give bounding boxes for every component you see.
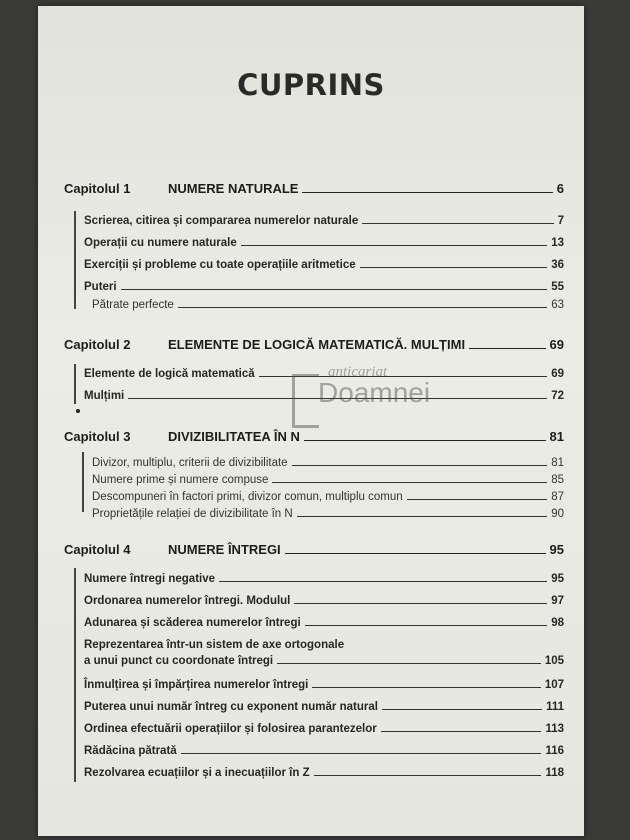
toc-entry bbox=[84, 592, 564, 607]
page-number: 116 bbox=[545, 745, 564, 757]
section-bar bbox=[74, 364, 76, 404]
toc-entry bbox=[84, 720, 564, 735]
leader-line bbox=[305, 625, 548, 626]
toc-entry bbox=[84, 614, 564, 629]
page-number: 69 bbox=[549, 337, 564, 352]
toc-subentry bbox=[92, 471, 564, 486]
chapter-4-heading bbox=[64, 539, 564, 557]
chapter-1-heading bbox=[64, 178, 564, 196]
chapter-3-heading bbox=[64, 426, 564, 444]
section-bar bbox=[74, 211, 76, 309]
leader-line bbox=[285, 553, 546, 554]
leader-line bbox=[121, 289, 548, 290]
toc-entry bbox=[84, 256, 564, 271]
page-number: 95 bbox=[551, 573, 564, 585]
leader-line bbox=[304, 440, 546, 441]
toc-entry bbox=[84, 212, 564, 227]
leader-line bbox=[241, 245, 547, 246]
page-number: 63 bbox=[551, 299, 564, 311]
page-number: 69 bbox=[551, 368, 564, 380]
chapter-label: Capitolul 1 bbox=[64, 181, 131, 196]
leader-line bbox=[469, 348, 545, 349]
chapter-name: DIVIZIBILITATEA ÎN N bbox=[168, 429, 300, 444]
watermark-logo bbox=[292, 364, 442, 428]
entry-title: Numere prime și numere compuse bbox=[92, 474, 269, 486]
chapter-name: ELEMENTE DE LOGICĂ MATEMATICĂ. MULȚIMI bbox=[168, 337, 466, 352]
entry-title: Proprietățile relației de divizibilitate în N bbox=[92, 508, 293, 520]
toc-subentry bbox=[92, 505, 564, 520]
page-number: 36 bbox=[551, 259, 564, 271]
page-number: 97 bbox=[551, 595, 564, 607]
entry-title: Reprezentarea într-un sistem de axe ortogonale bbox=[84, 639, 345, 651]
toc-entry bbox=[84, 698, 564, 713]
leader-line bbox=[292, 465, 548, 466]
leader-line bbox=[312, 687, 541, 688]
page-number: 7 bbox=[557, 215, 564, 227]
page-title: CUPRINS bbox=[237, 68, 385, 102]
leader-line bbox=[407, 499, 548, 500]
entry-title: Descompuneri în factori primi, divizor comun, multiplu comun bbox=[92, 491, 403, 503]
toc-entry-line1 bbox=[84, 636, 564, 651]
entry-title: Rădăcina pătrată bbox=[84, 745, 177, 757]
leader-line bbox=[362, 223, 553, 224]
section-bar bbox=[82, 452, 84, 512]
toc-subentry bbox=[92, 488, 564, 503]
page-number: 81 bbox=[551, 457, 564, 469]
toc-entry bbox=[84, 234, 564, 249]
page-number: 107 bbox=[544, 679, 564, 691]
leader-line bbox=[294, 603, 547, 604]
entry-title: a unui punct cu coordonate întregi bbox=[84, 655, 274, 667]
leader-line bbox=[178, 307, 547, 308]
page-number: 95 bbox=[549, 542, 564, 557]
toc-entry bbox=[84, 570, 564, 585]
page-number: 6 bbox=[556, 181, 564, 196]
chapter-name: NUMERE NATURALE bbox=[168, 181, 299, 196]
chapter-label: Capitolul 4 bbox=[64, 542, 131, 557]
entry-title: Exerciții și probleme cu toate operațiile aritmetice bbox=[84, 259, 356, 271]
page-number: 90 bbox=[551, 508, 564, 520]
entry-title: Adunarea și scăderea numerelor întregi bbox=[84, 617, 301, 629]
toc-entry bbox=[84, 676, 564, 691]
book-page bbox=[38, 6, 584, 836]
chapter-name: NUMERE ÎNTREGI bbox=[168, 542, 281, 557]
entry-title: Scrierea, citirea și compararea numerelor naturale bbox=[84, 215, 359, 227]
leader-line bbox=[302, 192, 552, 193]
toc-entry bbox=[84, 278, 564, 293]
chapter-label: Capitolul 2 bbox=[64, 337, 131, 352]
bullet-mark bbox=[76, 409, 80, 413]
leader-line bbox=[297, 516, 547, 517]
entry-title: Înmulțirea și împărțirea numerelor întregi bbox=[84, 679, 309, 691]
toc-subentry bbox=[92, 454, 564, 469]
leader-line bbox=[382, 709, 542, 710]
entry-title: Divizor, multiplu, criterii de divizibilitate bbox=[92, 457, 288, 469]
watermark-top-text: anticariat bbox=[328, 364, 388, 380]
leader-line bbox=[381, 731, 542, 732]
leader-line bbox=[219, 581, 547, 582]
leader-line bbox=[314, 775, 542, 776]
entry-title: Operații cu numere naturale bbox=[84, 237, 237, 249]
page-number: 85 bbox=[551, 474, 564, 486]
entry-title: Ordinea efectuării operațiilor și folosirea parantezelor bbox=[84, 723, 377, 735]
page-number: 87 bbox=[551, 491, 564, 503]
entry-title: Ordonarea numerelor întregi. Modulul bbox=[84, 595, 291, 607]
page-number: 111 bbox=[546, 701, 564, 713]
chapter-2-heading bbox=[64, 334, 564, 352]
entry-title: Puterea unui număr întreg cu exponent număr natural bbox=[84, 701, 378, 713]
entry-title: Puteri bbox=[84, 281, 117, 293]
page-number: 98 bbox=[551, 617, 564, 629]
entry-title: Elemente de logică matematică bbox=[84, 368, 255, 380]
entry-title: Mulțimi bbox=[84, 390, 125, 402]
watermark-main-text: Doamnei bbox=[318, 377, 431, 408]
leader-line bbox=[360, 267, 548, 268]
page-number: 81 bbox=[549, 429, 564, 444]
page-number: 113 bbox=[545, 723, 564, 735]
watermark-frame bbox=[292, 374, 319, 428]
chapter-label: Capitolul 3 bbox=[64, 429, 131, 444]
entry-title: Pătrate perfecte bbox=[92, 299, 174, 311]
entry-title: Rezolvarea ecuațiilor și a inecuațiilor în Z bbox=[84, 767, 310, 779]
toc-entry bbox=[84, 742, 564, 757]
leader-line bbox=[181, 753, 542, 754]
toc-entry bbox=[84, 764, 564, 779]
leader-line bbox=[277, 663, 541, 664]
page-number: 55 bbox=[551, 281, 564, 293]
page-number: 105 bbox=[544, 655, 564, 667]
leader-line bbox=[272, 482, 547, 483]
toc-subentry bbox=[92, 296, 564, 311]
page-number: 13 bbox=[551, 237, 564, 249]
page-number: 72 bbox=[551, 390, 564, 402]
section-bar bbox=[74, 568, 76, 782]
toc-entry bbox=[84, 652, 564, 667]
entry-title: Numere întregi negative bbox=[84, 573, 216, 585]
page-number: 118 bbox=[545, 767, 564, 779]
